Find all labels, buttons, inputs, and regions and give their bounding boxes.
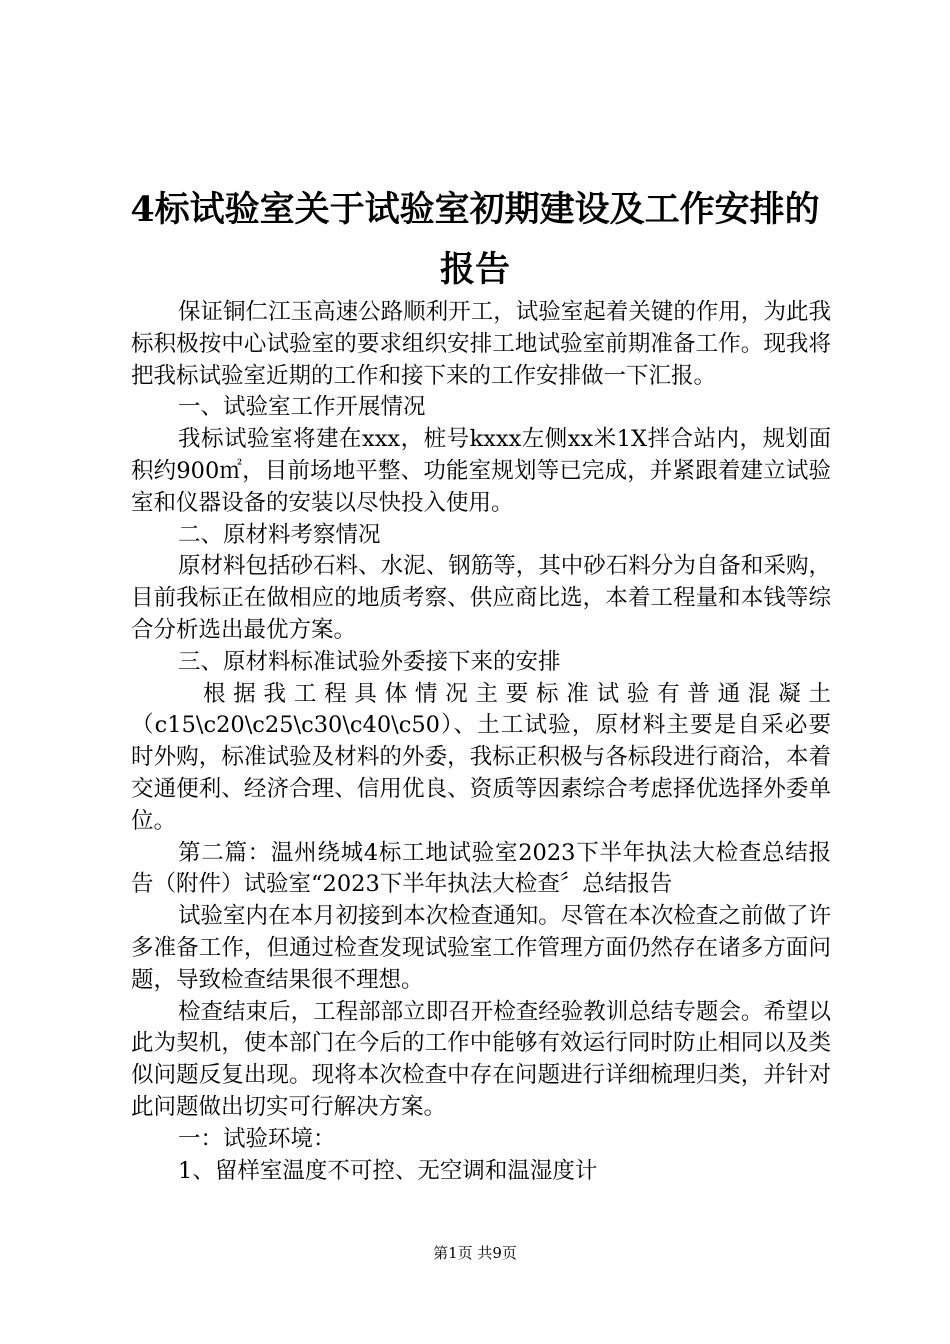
- paragraph: 试验室内在本月初接到本次检查通知。尽管在本次检查之前做了许多准备工作，但通过检查发现试验室工作管理方面仍然存在诸多方面问题，导致检查结果很不理想。: [131, 903, 831, 993]
- document-title-line-2: 报告: [439, 249, 510, 290]
- paragraph: 第二篇：温州绕城4标工地试验室2023下半年执法大检查总结报告（附件）试验室“2023下半年执法大检查〞总结报告: [131, 839, 831, 898]
- paragraph: 根据我工程具体情况主要标准试验有普通混凝土（c15\c20\c25\c30\c40\c50）、土工试验，原材料主要是自采必要时外购，标准试验及材料的外委，我标正积极与各标段进行商洽，本着交通便利、经济合理、信用优良、资质等因素综合考虑择优选择外委单位。: [131, 680, 831, 834]
- section-heading: 三、原材料标准试验外委接下来的安排: [178, 648, 561, 675]
- list-item: 1、留样室温度不可控、无空调和温湿度计: [178, 1157, 598, 1184]
- paragraph: 我标试验室将建在xxx，桩号kxxx左侧xx米1X拌合站内，规划面积约900㎡，目前场地平整、功能室规划等已完成，并紧跟着建立试验室和仪器设备的安装以尽快投入使用。: [131, 426, 831, 516]
- paragraph: 保证铜仁江玉高速公路顺利开工，试验室起着关键的作用，为此我标积极按中心试验室的要求组织安排工地试验室前期准备工作。现我将把我标试验室近期的工作和接下来的工作安排做一下汇报。: [131, 299, 831, 389]
- document-body: [131, 297, 831, 1187]
- paragraph: 原材料包括砂石料、水泥、钢筋等，其中砂石料分为自备和采购，目前我标正在做相应的地质考察、供应商比选，本着工程量和本钱等综合分析选出最优方案。: [131, 553, 831, 643]
- section-heading: 一、试验室工作开展情况: [178, 394, 426, 421]
- document-title-line-1: 4标试验室关于试验室初期建设及工作安排的: [130, 189, 820, 230]
- section-heading: 二、原材料考察情况: [178, 521, 381, 548]
- paragraph: 检查结束后，工程部部立即召开检查经验教训总结专题会。希望以此为契机，使本部门在今后的工作中能够有效运行同时防止相同以及类似问题反复出现。现将本次检查中存在问题进行详细梳理归类，并针对此问题做出切实可行解决方案。: [131, 998, 831, 1120]
- page-footer: 第1页 共9页: [433, 1244, 517, 1262]
- section-heading: 一：试验环境：: [178, 1125, 336, 1152]
